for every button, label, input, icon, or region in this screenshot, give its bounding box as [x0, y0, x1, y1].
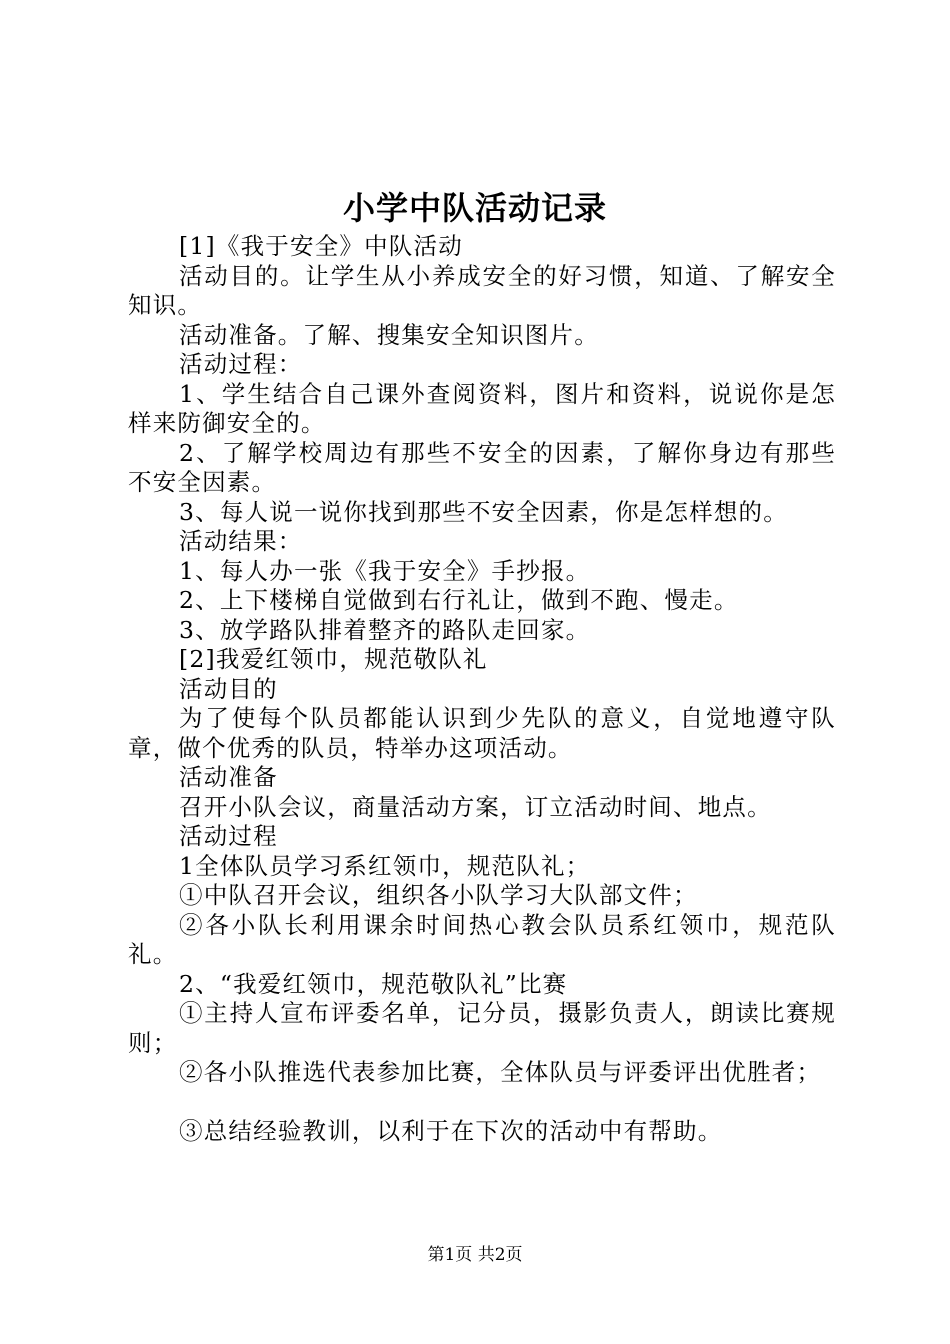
paragraph: 1全体队员学习系红领巾，规范队礼； [179, 851, 591, 880]
paragraph: 活动过程： [179, 350, 303, 378]
paragraph: 2、了解学校周边有那些不安全的因素，了解你身边有那些不安全因素。 [128, 438, 836, 496]
paragraph: ②各小队长利用课余时间热心教会队员系红领巾，规范队礼。 [128, 910, 836, 968]
paragraph: 召开小队会议，商量活动方案，订立活动时间、地点。 [179, 792, 772, 821]
paragraph: ①中队召开会议，组织各小队学习大队部文件； [179, 881, 698, 909]
paragraph: 活动目的。让学生从小养成安全的好习惯，知道、了解安全知识。 [128, 261, 836, 319]
paragraph: 2、“我爱红领巾，规范敬队礼”比赛 [179, 969, 568, 998]
paragraph: 1、学生结合自己课外查阅资料，图片和资料，说说你是怎样来防御安全的。 [128, 379, 836, 437]
paragraph: 2、上下楼梯自觉做到右行礼让，做到不跑、慢走。 [179, 586, 739, 614]
paragraph: ③总结经验教训，以利于在下次的活动中有帮助。 [179, 1117, 723, 1145]
paragraph: ②各小队推选代表参加比赛，全体队员与评委评出优胜者； [179, 1058, 822, 1086]
paragraph: ①主持人宣布评委名单，记分员，摄影负责人，朗读比赛规则； [128, 999, 836, 1057]
paragraph: 1、每人办一张《我于安全》手抄报。 [179, 556, 591, 585]
paragraph: 活动准备。了解、搜集安全知识图片。 [179, 320, 599, 349]
paragraph: 活动过程 [179, 822, 278, 850]
paragraph [128, 1088, 836, 1118]
paragraph: 3、放学路队排着整齐的路队走回家。 [179, 615, 591, 644]
document-body [128, 232, 836, 1147]
page-title: 小学中队活动记录 [342, 189, 607, 227]
paragraph: [1]《我于安全》中队活动 [179, 232, 463, 260]
paragraph: 为了使每个队员都能认识到少先队的意义，自觉地遵守队章，做个优秀的队员，特举办这项活动。 [128, 704, 836, 762]
paragraph: 活动结果： [179, 527, 303, 555]
paragraph: 活动目的 [179, 674, 278, 703]
paragraph: [2]我爱红领巾，规范敬队礼 [179, 645, 488, 673]
page-footer: 第1页 共2页 [427, 1245, 523, 1265]
paragraph: 3、每人说一说你找到那些不安全因素，你是怎样想的。 [179, 497, 788, 526]
paragraph: 活动准备 [179, 763, 278, 791]
